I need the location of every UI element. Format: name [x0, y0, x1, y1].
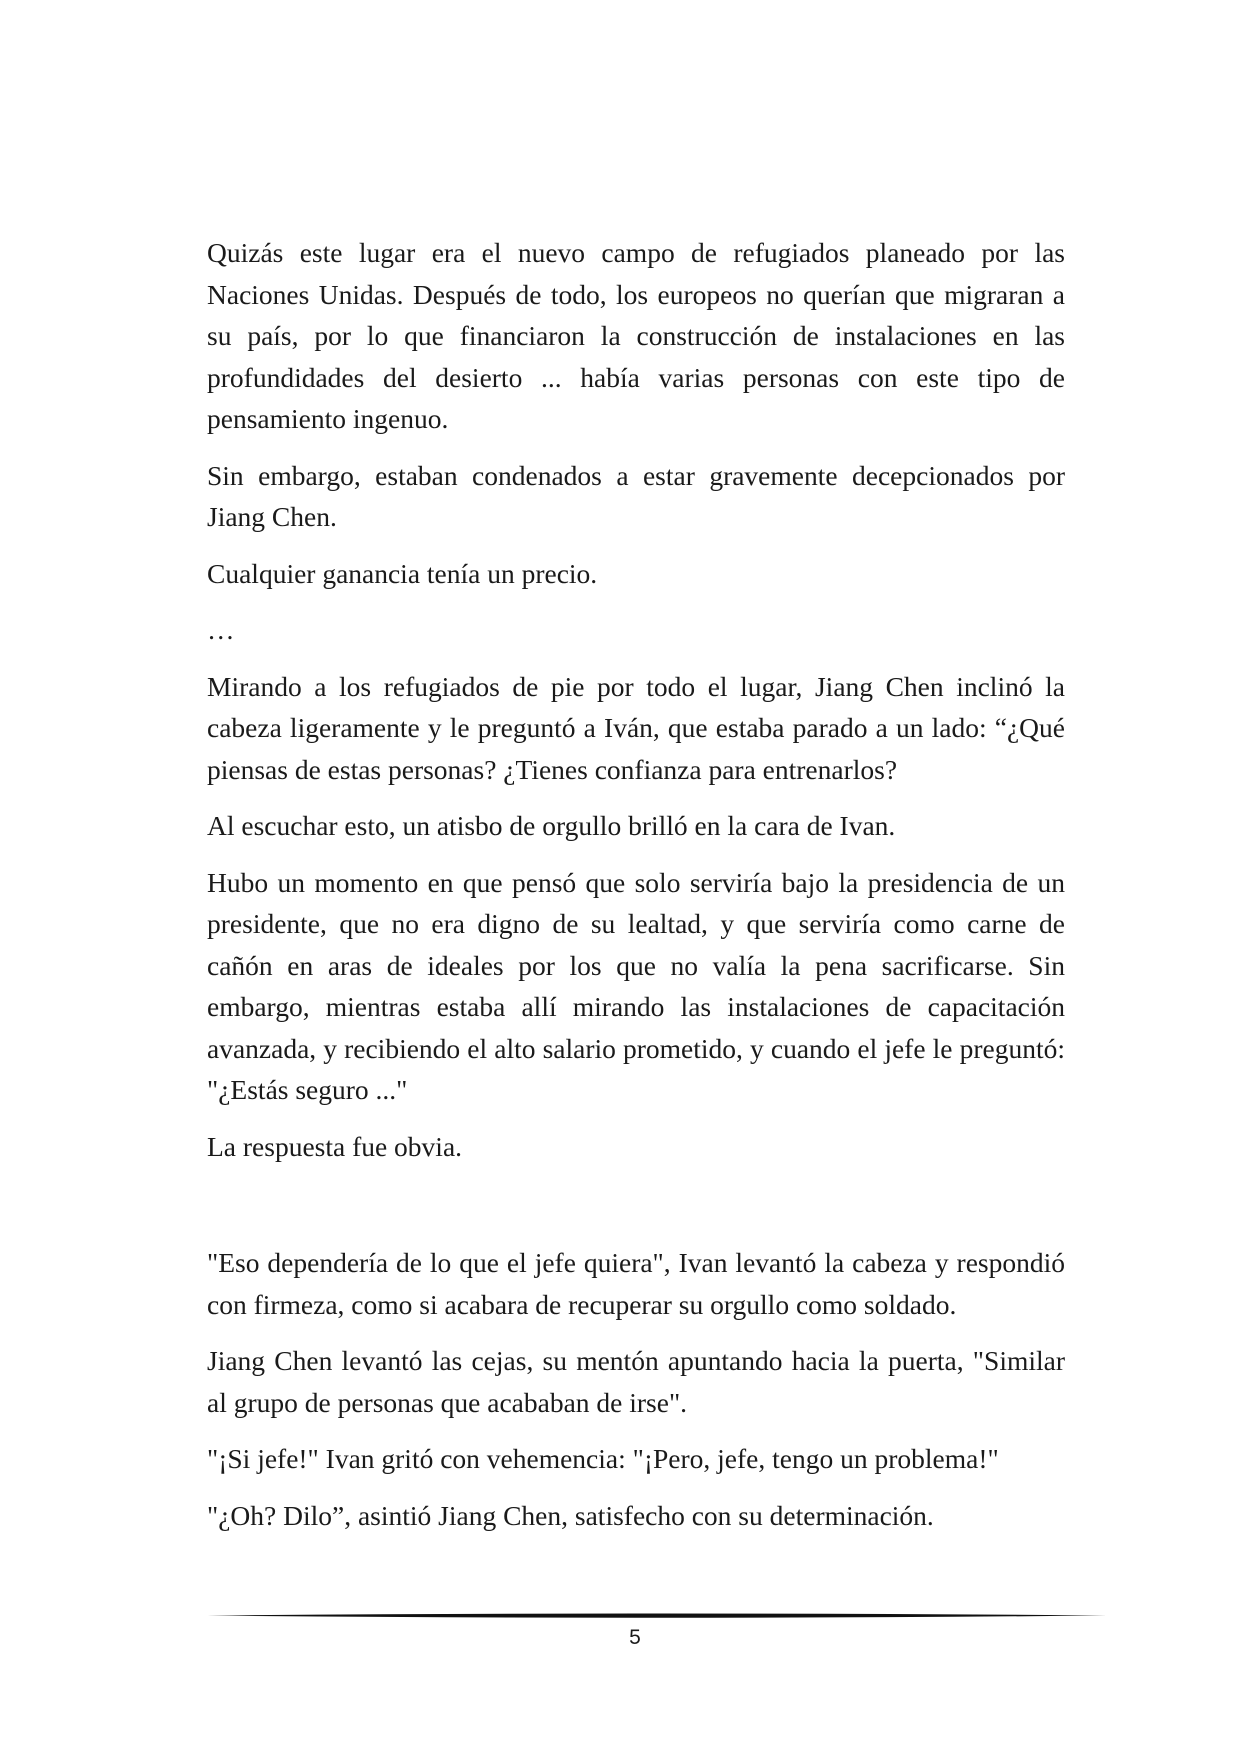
- section-gap: [207, 1182, 1065, 1242]
- paragraph-6: Al escuchar esto, un atisbo de orgullo brilló en la cara de Ivan.: [207, 810, 896, 841]
- paragraph-7: Hubo un momento en que pensó que solo serviría bajo la presidencia de un presidente, que no era digno de su lealtad, y que serviría como carne de cañón en aras de ideales por los que no valía la pena sacrificarse. Sin embargo, mientras estaba allí mirando las instalaciones de capacitación avanzada, y recibiendo el alto salario prometido, y cuando el jefe le preguntó: "¿Estás seguro ...": [207, 866, 1065, 1105]
- paragraph-12: "¿Oh? Dilo”, asintió Jiang Chen, satisfecho con su determinación.: [207, 1499, 934, 1531]
- page-number: 5: [629, 1626, 641, 1649]
- paragraph-9: "Eso dependería de lo que el jefe quiera", Ivan levantó la cabeza y respondió con firmeza, como si acabara de recuperar su orgullo como soldado.: [207, 1247, 1065, 1320]
- paragraph-1: Quizás este lugar era el nuevo campo de refugiados planeado por las Naciones Unidas. Después de todo, los europeos no querían que migraran a su país, por lo que financiaron la construcción de instalaciones en las profundidades del desierto ... había varias personas con este tipo de pensamiento ingenuo.: [207, 237, 1065, 434]
- paragraph-8: La respuesta fue obvia.: [207, 1130, 463, 1162]
- paragraph-5: Mirando a los refugiados de pie por todo el lugar, Jiang Chen inclinó la cabeza ligeramente y le preguntó a Iván, que estaba parado a un lado: “¿Qué piensas de estas personas? ¿Tienes confianza para entrenarlos?: [207, 670, 1065, 785]
- scene-break: …: [207, 614, 235, 645]
- paragraph-2: Sin embargo, estaban condenados a estar gravemente decepcionados por Jiang Chen.: [207, 459, 1065, 532]
- paragraph-11: "¡Si jefe!" Ivan gritó con vehemencia: "¡Pero, jefe, tengo un problema!": [207, 1443, 999, 1474]
- footer-divider: [207, 1610, 1107, 1622]
- text-body: [207, 232, 1065, 1551]
- paragraph-3: Cualquier ganancia tenía un precio.: [207, 557, 598, 589]
- paragraph-10: Jiang Chen levantó las cejas, su mentón apuntando hacia la puerta, "Similar al grupo de personas que acababan de irse".: [207, 1345, 1065, 1418]
